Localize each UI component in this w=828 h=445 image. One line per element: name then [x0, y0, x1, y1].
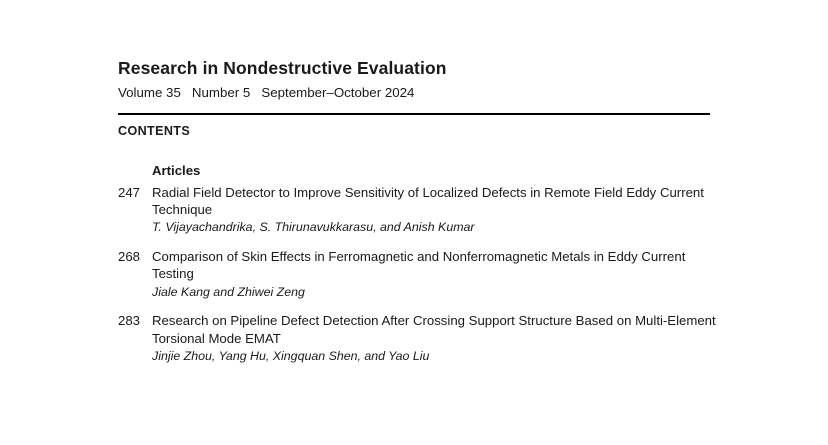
table-of-contents [118, 163, 718, 365]
section-heading-articles: Articles [152, 163, 201, 178]
toc-entry[interactable] [118, 184, 718, 236]
toc-entry-authors: Jiale Kang and Zhiwei Zeng [152, 284, 305, 299]
journal-title: Research in Nondestructive Evaluation [118, 58, 447, 78]
masthead-divider [118, 113, 710, 115]
toc-entry-body [152, 248, 718, 300]
toc-entry-title[interactable]: Comparison of Skin Effects in Ferromagnetic and Nonferromagnetic Metals in Eddy Current Testing [152, 248, 686, 282]
toc-entry-body [152, 184, 718, 236]
toc-entry-page-number: 268 [118, 248, 141, 264]
issue-line: Volume 35 Number 5 September–October 2024 [118, 85, 415, 100]
masthead [118, 58, 718, 102]
toc-entry-authors: T. Vijayachandrika, S. Thirunavukkarasu, and Anish Kumar [152, 220, 475, 235]
toc-entry-title[interactable]: Research on Pipeline Defect Detection After Crossing Support Structure Based on Multi-Element Torsional Mode EMAT [152, 313, 716, 346]
toc-entry-page-number: 283 [118, 313, 141, 329]
contents-heading: CONTENTS [118, 124, 191, 138]
toc-entry[interactable] [118, 312, 718, 364]
toc-entry-title[interactable]: Radial Field Detector to Improve Sensitivity of Localized Defects in Remote Field Eddy Current Technique [152, 184, 704, 217]
toc-entry-authors: Jinjie Zhou, Yang Hu, Xingquan Shen, and Yao Liu [152, 349, 430, 364]
toc-entry-body [152, 312, 718, 364]
toc-entry-page-number: 247 [118, 184, 141, 200]
toc-entry[interactable] [118, 248, 718, 300]
